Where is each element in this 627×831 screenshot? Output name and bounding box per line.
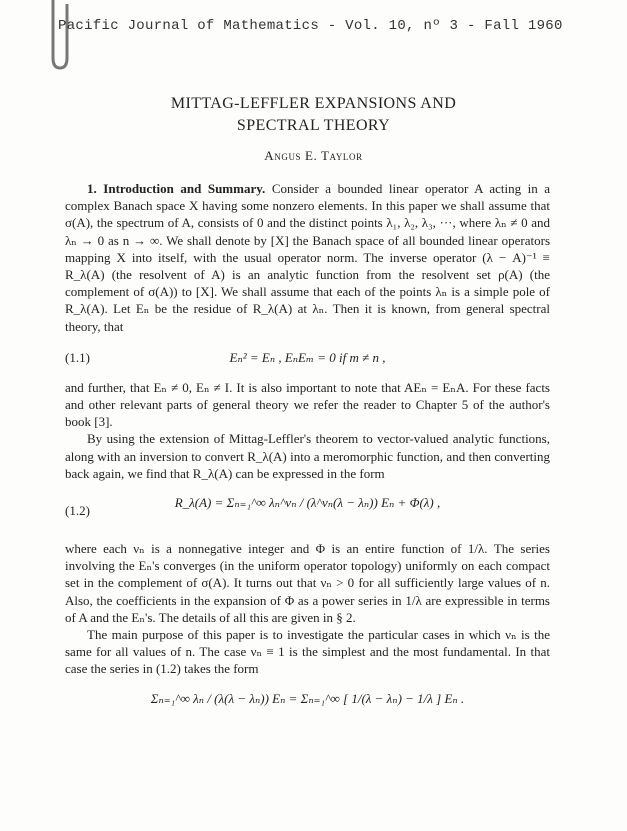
paragraph-1: Consider a bounded linear operator A acting in a complex Banach space X having some nonzero elements. In this paper we shall assume that σ(A), the spectrum of A, consists of 0 and the distinct points λ₁, λ₂, λ₃, ···, where λₙ ≠ 0 and λₙ → 0 as n → ∞. We shall denote by [X] the Banach space of all bounded linear operators mapping X into itself, with the usual operator norm. The inverse operator (λ − A)⁻¹ ≡ R_λ(A) (the resolvent of A) is an analytic function from the resolvent set ρ(A) (the complement of σ(A)) to [X]. We shall assume that each of the points λₙ is a simple pole of R_λ(A). Let Eₙ be the residue of R_λ(A) at λₙ. Then it is known, from general spectral theory, that bbox=[65, 181, 551, 334]
paragraph-5: The main purpose of this paper is to investigate the particular cases in which νₙ is the same for all values of n. The case νₙ ≡ 1 is the simplest and the most fundamental. In that case the series in (1.2) takes the form bbox=[65, 627, 550, 677]
equation-expression: Σₙ₌₁^∞ λₙ / (λ(λ − λₙ)) Eₙ = Σₙ₌₁^∞ [ 1/(λ − λₙ) − 1/λ ] Eₙ . bbox=[150, 690, 465, 706]
paper-body bbox=[65, 180, 550, 734]
journal-header: Pacific Journal of Mathematics - Vol. 10, nº 3 - Fall 1960 bbox=[58, 18, 563, 34]
equation-expression: R_λ(A) = Σₙ₌₁^∞ λₙ^νₙ / (λ^νₙ(λ − λₙ)) Eₙ + Φ(λ) , bbox=[174, 495, 441, 511]
author-name: Angus E. Taylor bbox=[264, 148, 363, 163]
equation-number: (1.2) bbox=[65, 503, 90, 519]
equation-number: (1.1) bbox=[65, 349, 90, 365]
equation-series bbox=[65, 686, 550, 730]
equation-1-1 bbox=[65, 339, 550, 375]
paper-title-line1: MITTAG-LEFFLER EXPANSIONS AND bbox=[170, 95, 457, 112]
intro-paragraph bbox=[65, 180, 550, 335]
paper-title-line2: SPECTRAL THEORY bbox=[236, 117, 391, 134]
equation-expression: Eₙ² = Eₙ , EₙEₘ = 0 if m ≠ n , bbox=[229, 349, 386, 365]
paragraph-3: By using the extension of Mittag-Leffler's theorem to vector-valued analytic functions, along with an inversion to convert R_λ(A) into a meromorphic function, and then converting back again, we find that R_λ(A) can be expressed in the form bbox=[65, 431, 550, 481]
section-heading: 1. Introduction and Summary. bbox=[87, 181, 266, 196]
paper-clip-icon bbox=[45, 0, 73, 72]
paragraph-4: where each νₙ is a nonnegative integer and Φ is an entire function of 1/λ. The series involving the Eₙ's converges (in the uniform operator topology) uniformly on each compact set in the complement of σ(A). It turns out that νₙ > 0 for all sufficiently large values of n. Also, the coefficients in the expansion of Φ as a power series in 1/λ are expressible in terms of A and the Eₙ's. The details of all this are given in § 2. bbox=[65, 541, 550, 625]
equation-1-2 bbox=[65, 486, 550, 536]
paragraph-2: and further, that Eₙ ≠ 0, Eₙ ≠ I. It is also important to note that AEₙ = EₙA. For these facts and other relevant parts of general theory we refer the reader to Chapter 5 of the author's book [3]. bbox=[65, 379, 550, 430]
